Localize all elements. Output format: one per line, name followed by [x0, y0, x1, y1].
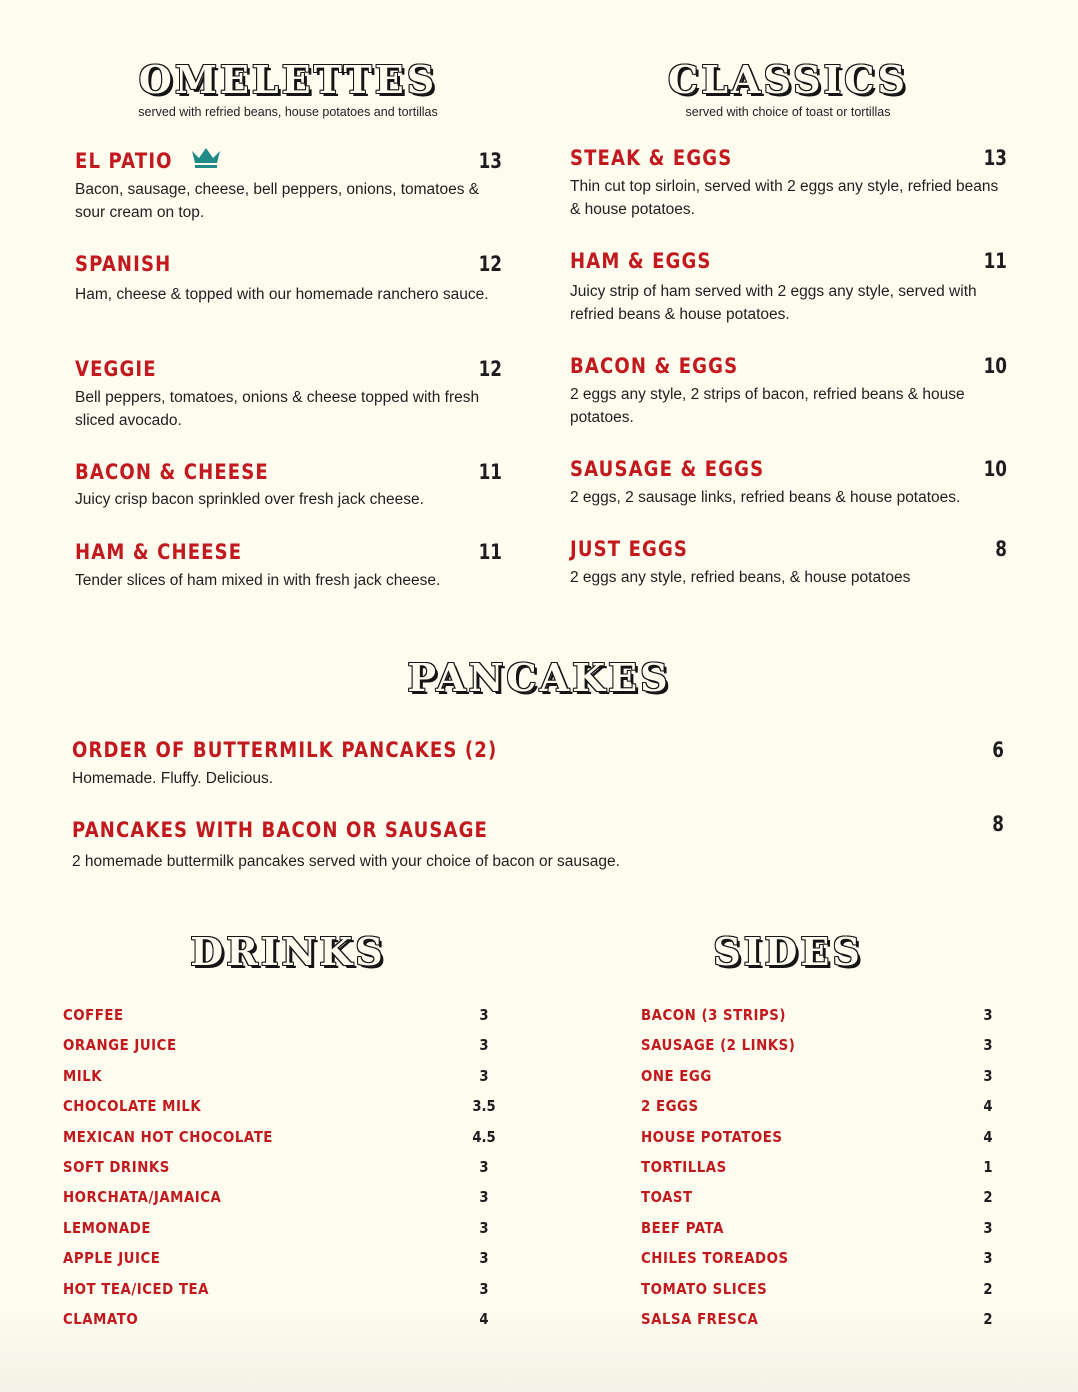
- classic-price: 10: [983, 354, 1007, 378]
- classic-price: 10: [983, 457, 1007, 481]
- sides-item-price: 1: [983, 1158, 993, 1176]
- sides-item-name: HOUSE POTATOES: [641, 1127, 783, 1146]
- drinks-item-name: LEMONADE: [63, 1218, 151, 1237]
- classic-desc: 2 eggs any style, refried beans, & house potatoes: [570, 569, 911, 586]
- drinks-item-price: 3: [479, 1066, 489, 1085]
- pancake-desc: 2 homemade buttermilk pancakes served with your choice of bacon or sausage.: [72, 853, 620, 870]
- omelette-name: SPANISH: [75, 252, 172, 276]
- drinks-item-price: 4: [479, 1310, 489, 1328]
- omelette-price: 11: [478, 540, 502, 564]
- sides-title: SIDES: [713, 929, 863, 974]
- classic-price: 13: [983, 146, 1007, 170]
- crown-icon: [190, 145, 222, 169]
- classic-name: STEAK & EGGS: [570, 146, 733, 170]
- omelette-desc: Ham, cheese & topped with our homemade ranchero sauce.: [75, 286, 489, 303]
- drinks-item-name: COFFEE: [63, 1006, 124, 1024]
- omelettes-title: OMELETTES: [138, 57, 438, 102]
- drinks-item-price: 4.5: [472, 1127, 496, 1146]
- omelette-name: BACON & CHEESE: [75, 460, 269, 484]
- omelettes-subtitle: served with refried beans, house potatoes and tortillas: [138, 105, 438, 119]
- omelette-name: VEGGIE: [75, 357, 157, 381]
- drinks-item-price: 3: [479, 1279, 489, 1298]
- sides-item-name: BACON (3 STRIPS): [641, 1006, 787, 1024]
- classic-desc: Thin cut top sirloin, served with 2 eggs any style, refried beans & house potatoes.: [570, 178, 999, 218]
- omelette-desc: Tender slices of ham mixed in with fresh jack cheese.: [75, 572, 441, 589]
- sides-item-name: SALSA FRESCA: [641, 1310, 759, 1328]
- sides-item-name: CHILES TOREADOS: [641, 1249, 789, 1268]
- drinks-title: DRINKS: [190, 929, 386, 974]
- sides-item-price: 3: [983, 1218, 993, 1237]
- omelette-price: 13: [478, 149, 502, 173]
- pancake-name: PANCAKES WITH BACON OR SAUSAGE: [72, 818, 488, 842]
- omelette-price: 11: [478, 460, 502, 484]
- drinks-item-price: 3: [479, 1188, 489, 1207]
- drinks-item-name: MEXICAN HOT CHOCOLATE: [63, 1127, 273, 1146]
- sides-item-price: 4: [983, 1097, 993, 1116]
- drinks-item-name: CHOCOLATE MILK: [63, 1097, 202, 1116]
- pancake-desc: Homemade. Fluffy. Delicious.: [72, 770, 274, 787]
- sides-item-name: TORTILLAS: [641, 1158, 727, 1176]
- sides-item-name: 2 EGGS: [641, 1097, 699, 1116]
- sides-item-price: 4: [983, 1127, 993, 1146]
- omelette-desc: Bell peppers, tomatoes, onions & cheese topped with fresh sliced avocado.: [75, 389, 480, 429]
- drinks-item-price: 3: [479, 1006, 489, 1024]
- pancake-name: ORDER OF BUTTERMILK PANCAKES (2): [72, 738, 498, 762]
- omelette-price: 12: [478, 357, 502, 381]
- drinks-item-price: 3.5: [472, 1097, 496, 1116]
- sides-item-price: 2: [983, 1188, 993, 1207]
- drinks-item-price: 3: [479, 1036, 489, 1055]
- classic-desc: Juicy strip of ham served with 2 eggs any style, served with refried beans & house potatoes.: [570, 283, 977, 323]
- sides-item-price: 2: [983, 1279, 993, 1298]
- drinks-item-price: 3: [479, 1158, 489, 1176]
- omelette-name: EL PATIO: [75, 149, 173, 173]
- sides-item-name: TOMATO SLICES: [641, 1279, 768, 1298]
- sides-item-price: 3: [983, 1066, 993, 1085]
- classic-desc: 2 eggs, 2 sausage links, refried beans & house potatoes.: [570, 489, 961, 506]
- pancake-price: 6: [992, 738, 1004, 762]
- sides-item-price: 3: [983, 1036, 993, 1055]
- sides-item-price: 3: [983, 1006, 993, 1024]
- classic-name: BACON & EGGS: [570, 354, 739, 378]
- drinks-item-name: ORANGE JUICE: [63, 1036, 177, 1055]
- drinks-item-price: 3: [479, 1249, 489, 1268]
- omelette-desc: Bacon, sausage, cheese, bell peppers, onions, tomatoes & sour cream on top.: [75, 181, 480, 221]
- classic-name: SAUSAGE & EGGS: [570, 457, 765, 481]
- sides-item-name: TOAST: [641, 1188, 693, 1207]
- classic-desc: 2 eggs any style, 2 strips of bacon, refried beans & house potatoes.: [570, 386, 965, 426]
- pancake-price: 8: [992, 812, 1004, 836]
- omelette-desc: Juicy crisp bacon sprinkled over fresh jack cheese.: [75, 491, 424, 508]
- drinks-item-name: MILK: [63, 1066, 103, 1085]
- sides-item-price: 3: [983, 1249, 993, 1268]
- classic-name: HAM & EGGS: [570, 249, 712, 273]
- sides-item-name: SAUSAGE (2 LINKS): [641, 1036, 796, 1055]
- classics-subtitle: served with choice of toast or tortillas: [685, 105, 891, 119]
- classic-name: JUST EGGS: [570, 537, 689, 561]
- classic-price: 11: [983, 249, 1007, 273]
- sides-item-name: BEEF PATA: [641, 1218, 724, 1237]
- drinks-item-name: CLAMATO: [63, 1310, 139, 1328]
- drinks-item-name: APPLE JUICE: [63, 1249, 161, 1268]
- omelette-name: HAM & CHEESE: [75, 540, 243, 564]
- pancakes-title: PANCAKES: [407, 655, 671, 700]
- omelette-price: 12: [478, 252, 502, 276]
- sides-item-name: ONE EGG: [641, 1066, 712, 1085]
- classic-price: 8: [995, 537, 1007, 561]
- sides-item-price: 2: [983, 1310, 993, 1328]
- classics-title: CLASSICS: [668, 57, 908, 102]
- drinks-item-name: HORCHATA/JAMAICA: [63, 1188, 222, 1207]
- drinks-item-price: 3: [479, 1218, 489, 1237]
- drinks-item-name: HOT TEA/ICED TEA: [63, 1279, 209, 1298]
- drinks-item-name: SOFT DRINKS: [63, 1158, 170, 1176]
